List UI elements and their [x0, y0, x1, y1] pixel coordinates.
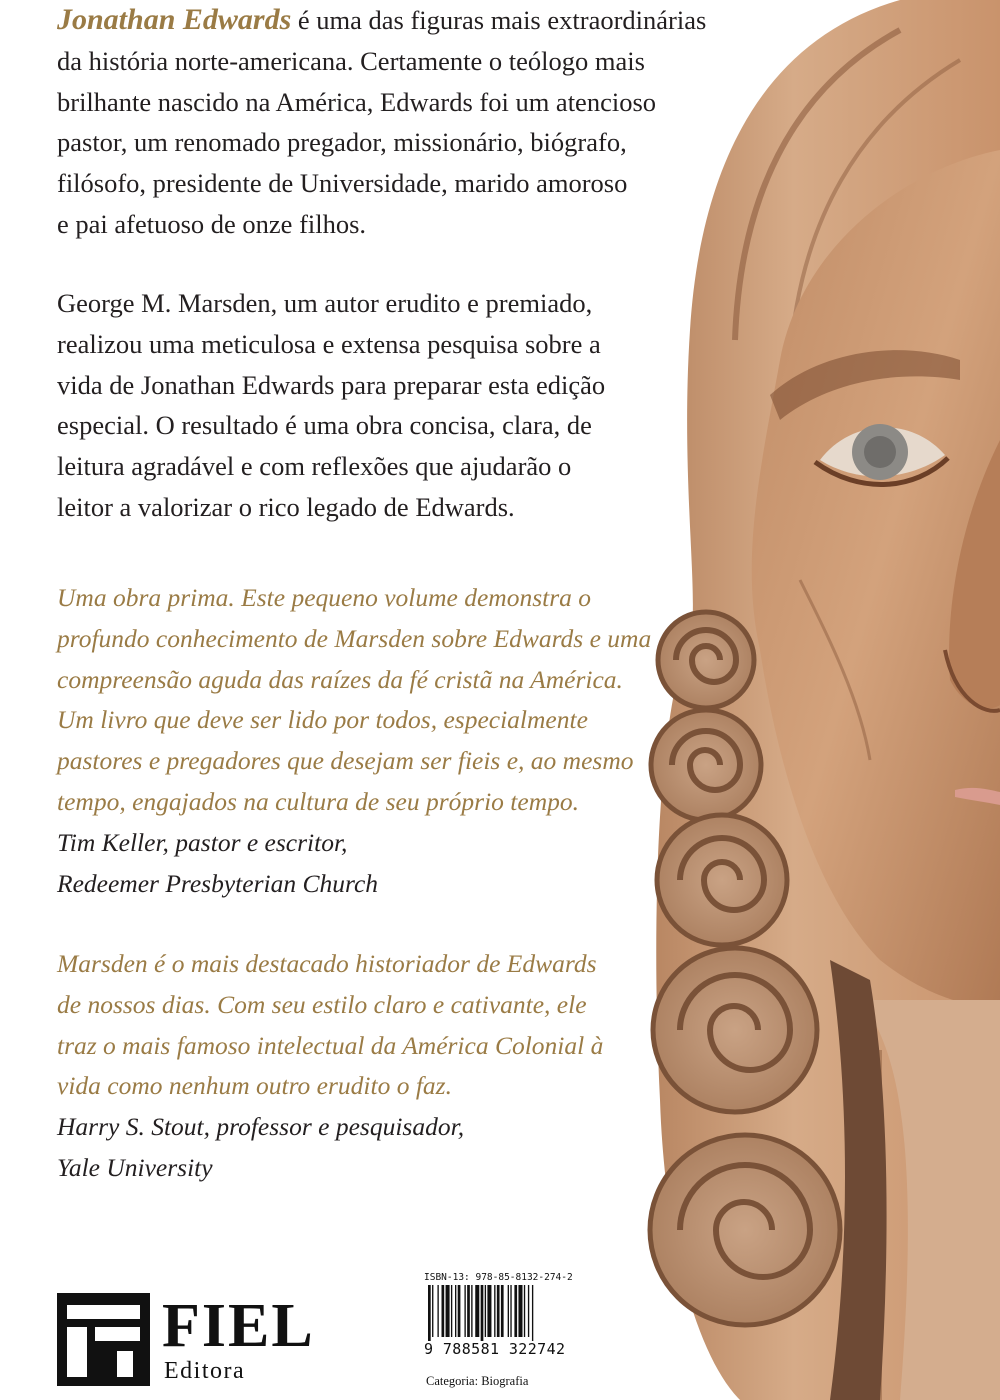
- category-label: Categoria: Biografia: [426, 1374, 529, 1388]
- isbn-barcode: [424, 1268, 573, 1392]
- isbn-digits: 9 788581 322742: [424, 1340, 566, 1358]
- isbn-label: ISBN-13: 978-85-8132-274-2: [424, 1272, 573, 1283]
- quote-affiliation: Redeemer Presbyterian Church: [57, 868, 379, 898]
- endorsement-quote-stout: Marsden é o mais destacado historiador de Edwards de nossos dias. Com seu estilo claro e cativante, ele traz o mais famoso intelectual da América Colonial à vida como nenhum outro erudito o faz. Harry S. Stout, professor e pesquisador, Yale University: [57, 944, 603, 1189]
- intro-paragraph: Jonathan Edwards é uma das figuras mais extraordinárias da história norte-americana. Certamente o teólogo mais brilhante nascido na América, Edwards foi um atencioso pastor, um renomado pregador, missionário, biógrafo, filósofo, presidente de Universidade, marido amoroso e pai afetuoso de onze filhos.: [57, 3, 707, 239]
- quote-affiliation: Yale University: [57, 1152, 213, 1182]
- quote-author: Harry S. Stout, professor e pesquisador,: [57, 1112, 465, 1142]
- endorsement-quote-keller: Uma obra prima. Este pequeno volume demonstra o profundo conhecimento de Marsden sobre Edwards e uma compreensão aguda das raízes da fé cristã na América. Um livro que deve ser lido por todos, especialmente pastores e pregadores que desejam ser fieis e, ao mesmo tempo, engajados na cultura de seu próprio tempo. Tim Keller, pastor e escritor, Redeemer Presbyterian Church: [57, 578, 651, 904]
- barcode-icon: [428, 1285, 562, 1341]
- author-name: Jonathan Edwards: [57, 3, 292, 36]
- publisher-name: FIEL: [162, 1292, 315, 1360]
- quote-author: Tim Keller, pastor e escritor,: [57, 827, 348, 857]
- publisher-subtitle: Editora: [164, 1358, 246, 1384]
- publisher-logo: [57, 1293, 327, 1388]
- about-paragraph: George M. Marsden, um autor erudito e premiado, realizou uma meticulosa e extensa pesquisa sobre a vida de Jonathan Edwards para preparar esta edição especial. O resultado é uma obra concisa, clara, de leitura agradável e com reflexões que ajudarão o leitor a valorizar o rico legado de Edwards.: [57, 288, 606, 522]
- fiel-logo-icon: [57, 1293, 150, 1386]
